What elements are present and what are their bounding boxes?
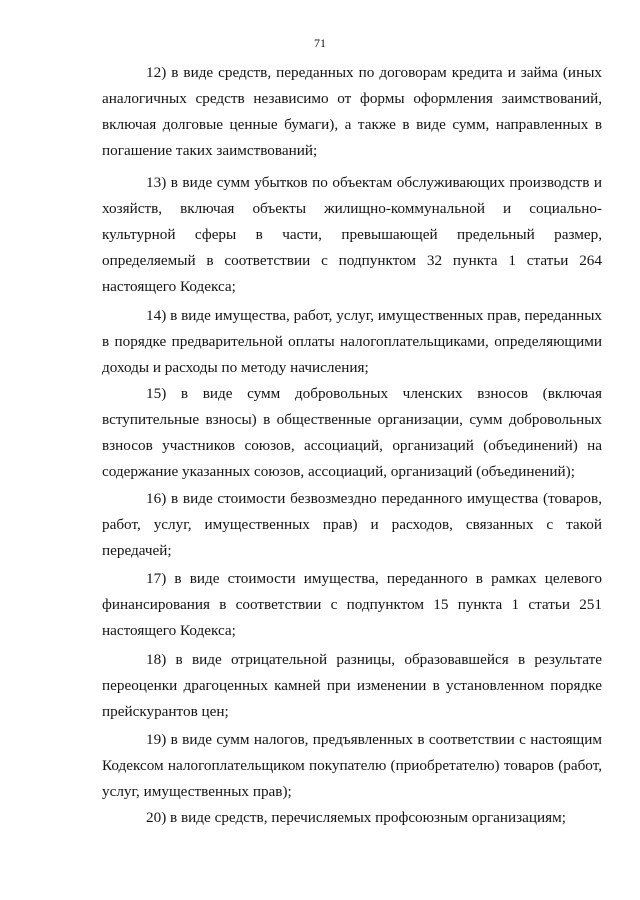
text-line: культурной сферы в части, превышающей предельный размер, [102, 226, 602, 243]
text-line: 20) в виде средств, перечисляемых профсоюзным организациям; [146, 809, 566, 826]
text-line: содержание указанных союзов, ассоциаций, организаций (объединений); [102, 463, 575, 480]
paragraph-item-14 [102, 303, 602, 381]
text-line: взносов участников союзов, ассоциаций, организаций (объединений) на [102, 437, 602, 454]
text-line: 19) в виде сумм налогов, предъявленных в соответствии с настоящим [146, 731, 602, 748]
text-line: 17) в виде стоимости имущества, переданного в рамках целевого [146, 570, 602, 587]
text-line: прейскурантов цен; [102, 703, 229, 720]
text-line: 13) в виде сумм убытков по объектам обслуживающих производств и [146, 174, 602, 191]
paragraph-item-15 [102, 381, 602, 485]
text-line: 15) в виде сумм добровольных членских взносов (включая [146, 385, 602, 402]
text-line: работ, услуг, имущественных прав) и расходов, связанных с такой [102, 516, 602, 533]
text-line: 18) в виде отрицательной разницы, образовавшейся в результате [146, 651, 602, 668]
paragraph-item-16 [102, 486, 602, 564]
text-line: переоценки драгоценных камней при изменении в установленном порядке [102, 677, 602, 694]
paragraph-item-12 [102, 60, 602, 164]
text-line: услуг, имущественных прав); [102, 783, 292, 800]
paragraph-item-20 [102, 805, 602, 831]
paragraph-item-18 [102, 647, 602, 725]
text-line: аналогичных средств независимо от формы оформления заимствований, [102, 90, 602, 107]
paragraph-item-19 [102, 727, 602, 805]
text-line: включая долговые ценные бумаги), а также в виде сумм, направленных в [102, 116, 602, 133]
text-line: передачей; [102, 542, 172, 559]
text-line: настоящего Кодекса; [102, 278, 236, 295]
text-line: 14) в виде имущества, работ, услуг, имущественных прав, переданных [146, 307, 602, 324]
text-line: финансирования в соответствии с подпунктом 15 пункта 1 статьи 251 [102, 596, 602, 613]
text-line: хозяйств, включая объекты жилищно-коммунальной и социально- [102, 200, 602, 217]
paragraph-item-17 [102, 566, 602, 644]
text-line: 16) в виде стоимости безвозмездно переданного имущества (товаров, [146, 490, 602, 507]
text-line: настоящего Кодекса; [102, 622, 236, 639]
text-line: в порядке предварительной оплаты налогоплательщиками, определяющими [102, 333, 602, 350]
text-line: погашение таких заимствований; [102, 142, 318, 159]
paragraph-item-13 [102, 170, 602, 300]
text-line: определяемый в соответствии с подпунктом 32 пункта 1 статьи 264 [102, 252, 602, 269]
text-line: доходы и расходы по методу начисления; [102, 359, 369, 376]
text-line: вступительные взносы) в общественные организации, сумм добровольных [102, 411, 602, 428]
text-line: 12) в виде средств, переданных по договорам кредита и займа (иных [146, 64, 602, 81]
text-line: Кодексом налогоплательщиком покупателю (приобретателю) товаров (работ, [102, 757, 602, 774]
page-number: 71 [314, 36, 326, 50]
